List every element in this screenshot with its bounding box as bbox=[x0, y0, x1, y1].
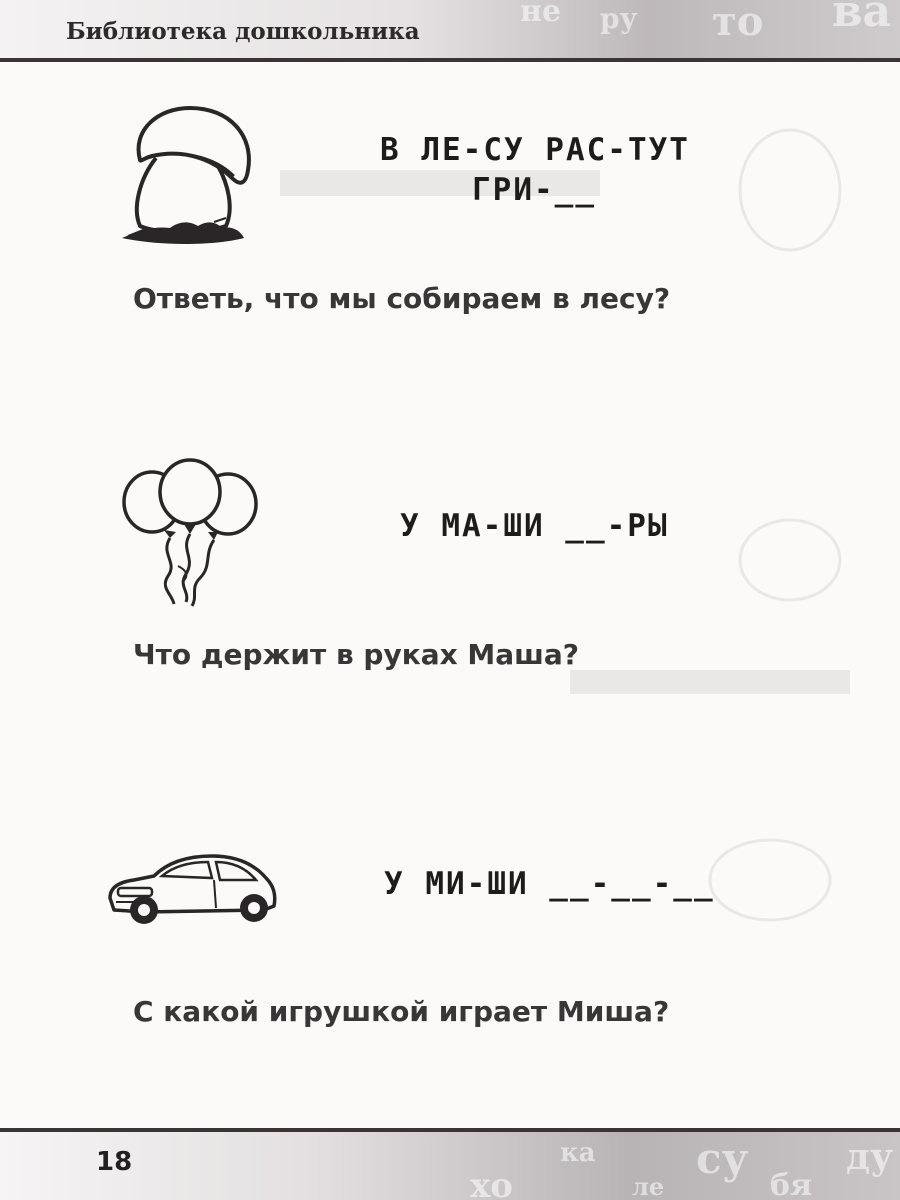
mushroom-icon bbox=[118, 100, 258, 252]
header-decor-letter: ру bbox=[600, 2, 638, 35]
footer-band bbox=[0, 1132, 900, 1200]
header-decor-letter: то bbox=[712, 0, 764, 45]
question-text: С какой игрушкой играет Миша? bbox=[133, 995, 670, 1028]
page-number: 18 bbox=[96, 1147, 133, 1177]
footer-decor-letter: ду bbox=[846, 1136, 894, 1178]
footer-decor-letter: су bbox=[696, 1134, 749, 1183]
syllable-puzzle-line: В ЛЕ-СУ РАС-ТУТ bbox=[380, 132, 690, 168]
header-divider bbox=[0, 58, 900, 62]
header-decor-letter: не bbox=[520, 0, 562, 29]
footer-decor-letter: хо bbox=[470, 1166, 513, 1200]
header-decor-letter: ва bbox=[832, 0, 892, 37]
question-text: Что держит в руках Маша? bbox=[133, 638, 580, 671]
car-icon bbox=[104, 852, 280, 928]
footer-decor-letter: бя bbox=[770, 1168, 813, 1200]
balloons-icon bbox=[120, 458, 262, 610]
footer-decor-letter: ка bbox=[560, 1138, 596, 1168]
question-text: Ответь, что мы собираем в лесу? bbox=[133, 282, 671, 315]
footer-decor-letter: ле bbox=[632, 1172, 665, 1200]
syllable-puzzle-line: У МИ-ШИ __-__-__ bbox=[384, 866, 715, 902]
syllable-puzzle-line: У МА-ШИ __-РЫ bbox=[400, 508, 669, 544]
book-series-title: Библиотека дошкольника bbox=[66, 18, 420, 45]
syllable-puzzle-line: ГРИ-__ bbox=[472, 172, 596, 208]
